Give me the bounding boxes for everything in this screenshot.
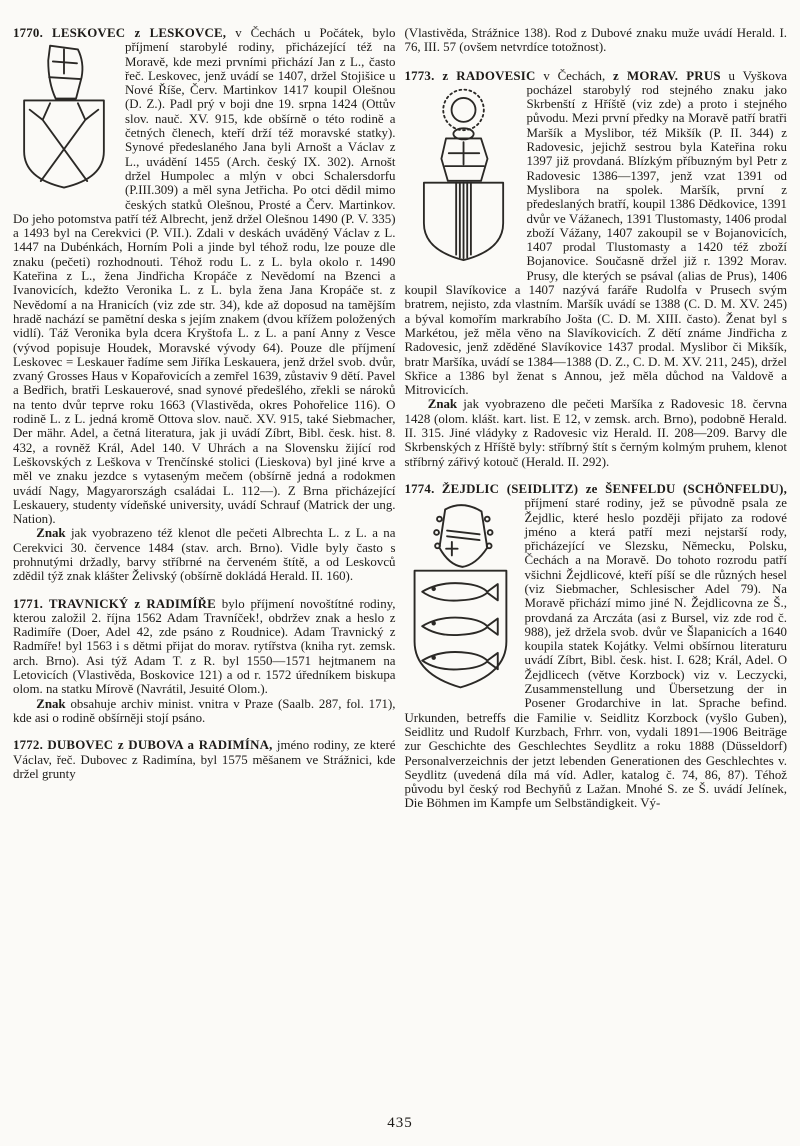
helm-crossed-forks-icon (13, 42, 115, 200)
entry-1770-lead: v Čechách u Počátek, (235, 26, 364, 40)
entry-1770 (13, 26, 396, 584)
entry-1774 (405, 482, 788, 811)
entry-1770-body: bylo příjmení starobylé rodiny, přicházející též na Moravě, kde mezi prvními přichází Jan z L., často řeč. Leskovec, jenž uvádí se 1407, držel Stojišice u Nové Říše, Červ. Martinkov 1417 koupil Olešnou (D. Z.). Padl prý v boji dne 19. srpna 1424 (Ottův slov. nauč. XV. 915, kde obšírně o této rodině a četných členech, kteří drží též moravské statky). Synové předeslaného Jana byli Arnošt a Václav z L., uvádění 1455 (Arch. český IX. 302). Arnošt držel Humpolec a mlýn v obci Schalersdorfu (P.III.309) a měl syna Jetřicha. Po otci dědil mimo českých statků Olešnou, Prosté a Červ. Martinkov. Do jeho potomstva patří též Albrecht, jenž držel Olešnou 1490 (P. V. 335) a 1493 byl na Cerekvici (P. VII.). Zdali v deskách uváděný Václav z L. 1447 na Dubénkách, Horním Poli a jinde byl téhož rodu, lze pouze dle znaku (pečeti) rozhodnouti. Téhož rodu L. z L. byla okolo r. 1490 Kateřina z L., žena Jindřicha Kropáče z Nevědomí na Bzenci a Ivanovicích, kdežto Veronika L. z L. byla žena Jana Kropáče st. z Nevědomí a na Hranicích (viz zde str. 34), kde až doposud na tamějším hradě nachází se pamětní deska s jejím znakem (dvou křížem položených vidlí). Táž Veronika byla dcera Kryštofa L. z L. a paní Anny z Vesce (vývod popisuje Houdek, Moravské vývody 64). Pouze dle příjmení Leskovec = Leskauer řadíme sem Jiříka Leskauera, jenž držel svob. dvůr, zvaný Grosses Haus v Kopařovicích a zemřel 1639, zůstaviv 9 dětí. Pavel a Bedřich, bratři Leskauerové, snad synové předešlého, zřekli se nároků na tento dvůr teprve roku 1663 (Vlastivěda, okres Pohořelice 116). O rodině L. z L. jedná kromě Ottova slov. nauč. XV. 915, také Siebmacher, Der mähr. Adel, a četná literatura, jak ji uvádí Zíbrt, Bibl. česk. hist. 8. 432, a rovněž Král, Adel 140. V Uhrách a na Slovensku žijící rod Leškovských z Leškova v Trenčínské stolici (Lieskova) byl jiné krve a měl ve znaku jezdce s vytaseným mečem (obšírně jedná a rodokmen uvádí Nagy, Magyarországh családai L. 112—). Z Brna přicházející Leskauery, studenty vídeňské university, uvádí Schrauf (Matrick der ung. Nation). (13, 26, 396, 527)
fish-icon (422, 652, 498, 670)
entry-1773-title-mid: v Čechách, (543, 68, 606, 83)
entry-1773-title-part1: z RADOVESIC (442, 68, 536, 83)
entry-1770-znak-text: jak vyobrazeno též klenot dle pečeti Albrechta L. z L. a na Cerekvici 30. července 1484 (stav. arch. Brno). Vidle byly často s prohnutými držadly, barvy stříbrné na červeném štítě, a od Leskovců zdědil týž znak klášter Želivský (obšírně dokládá Herald. II. 160). (13, 526, 396, 584)
entry-1773-paragraph (405, 69, 788, 398)
entry-1772-number: 1772. (13, 738, 44, 753)
helm-three-fish-shield-icon (405, 498, 515, 699)
entry-1770-number: 1770. (13, 26, 44, 40)
entry-1772-title: DUBOVEC z DUBOVA a RADIMÍNA, (47, 738, 273, 753)
entry-1774-paragraph (405, 482, 788, 811)
fish-icon (422, 618, 498, 636)
right-column (405, 26, 788, 811)
entry-1773-number: 1773. (404, 68, 435, 83)
left-column (13, 26, 396, 811)
entry-1771 (13, 597, 396, 726)
two-column-layout (13, 26, 787, 811)
fish-icon (422, 583, 498, 601)
entry-1771-znak-label: Znak (36, 696, 66, 711)
entry-1770-znak-paragraph (13, 526, 396, 583)
leskovec-coat-of-arms-image (13, 42, 115, 202)
page-number: 435 (387, 1115, 413, 1131)
entry-1773-title-part2: z MORAV. PRUS (613, 68, 721, 83)
entry-1772-paragraph (13, 738, 396, 781)
entry-1773-znak-text: jak vyobrazeno dle pečeti Maršíka z Radovesic 18. června 1428 (olom. klášt. kart. list. E 12, v zemsk. arch. Brno), podobně Herald. II. 315. Jiné vládyky z Radovesic viz Herald. II. 208—209. Barvy dle Skrbenských z Hříště byly: stříbrný štít s černým kolmým pruhem, klenot stříbrný zářivý kotouč (Herald. II. 292). (404, 397, 787, 469)
entry-1774-title: ŽEJDLIC (SEIDLITZ) ze ŠENFELDU (SCHÖNFELDU), (441, 481, 787, 496)
entry-1772-body: jméno rodiny, ze které Václav, řeč. Dubovec z Radimína, byl 1575 měšanem ve Strážnici, kde držel grunty (13, 738, 396, 781)
entry-1770-paragraph (13, 26, 396, 526)
entry-1771-number: 1771. (13, 596, 44, 611)
entry-1772-continuation: (Vlastivěda, Strážnice 138). Rod z Dubové znaku muže uvádí Herald. I. 76, III. 57 (ovšem netvrdíce totožnost). (404, 26, 787, 55)
entry-1771-body: bylo příjmení novoštítné rodiny, kterou založil 2. října 1562 Adam Travníček!, obdržev znak a heslo z Radimíře (Doer, Adel 42, zde psáno z Roudnice). Adam Travnický z Radmíře! byl 1563 i s dětmi přijat do morav. rytířstva (kniha ryt. zemsk. arch. Brno). Asi týž Adam T. z R. byl 1550—1571 hejtmanem na Letovicích (Vlastivěda, Boskovice 121) a od r. 1572 úředníkem biskupa olom. na statku Mírově (Navrátil, Jesuité Olom.). (13, 596, 396, 697)
zejdlic-coat-of-arms-image (405, 498, 515, 703)
entry-1773-znak-paragraph (405, 397, 788, 468)
entry-1771-title: TRAVNICKÝ z RADIMÍŘE (48, 596, 216, 611)
entry-1774-number: 1774. (404, 481, 435, 496)
entry-1771-znak-text: obsahuje archiv minist. vnitra v Praze (Saalb. 287, fol. 171), kde asi o rodině obšírněji stojí psáno. (13, 696, 396, 725)
entry-1773-znak-label: Znak (427, 397, 458, 412)
entry-1772 (13, 738, 396, 781)
entry-1774-body: příjmení staré rodiny, jež se původně psala ze Žejdlic, které heslo později přijato za rodové jméno a která patří mezi nejstarší rody, přicházející ve Slezsku, Německu, Polsku, Čechách a na Moravě. Do tohoto rozrodu patří všichni Žejdlicové, kteří píší se dle různých hesel (viz Siebmacher, Schlesischer Adel 79). Na Moravě přichází mimo jiné N. Žejdlicovna ze Š., provdaná za Arczáta (asi z Bursel, viz zde rod č. 988), jež držela svob. dvůr ve Šlapanicích a 1640 koupila statek Kojátky. Velmi obšírnou literaturu uvádí Zíbrt, Bibl. česk. hist. I. 628; Král, Adel. O Žejdlicech (větve Korzbock) viz v. Leczycki, Zusammenstellung und Übersetzung der in Posener Grodarchive in lat. Sprache befind. Urkunden, betreffs die Familie v. Seidlitz Korzbock (vyšlo Guben), Seidlitz und Rudolf Kurzbach, Frhrr. von, vydali 1891—1906 Beiträge zur Geschichte des Geschlechtes Seydlitz a roku 1888 (Düsseldorf) Personalverzeichnis der jetzt lebenden Generationen des Geschlechtes v. Seydlitz (uvedená díla má víd. Adler, katalog č. 74, 86, 87). Téhož původu byl český rod Bechyňů z Lažan. Mnohé S. ze Š. uvádí Jelínek, Die Böhmen im Kampfe um Selbständigkeit. Vý- (404, 496, 787, 811)
entry-1770-znak-label: Znak (36, 526, 66, 541)
entry-1773 (405, 69, 788, 469)
entry-1771-znak-paragraph (13, 697, 396, 726)
entry-1770-title: LESKOVEC z LESKOVCE, (52, 26, 227, 40)
entry-1771-paragraph (13, 597, 396, 697)
sun-crest-helm-pale-shield-icon (411, 85, 517, 269)
radovesic-coat-of-arms-image (411, 85, 517, 281)
entry-1773-body: u Vyškova pocházel starobylý rod stejného znaku jako Skrbenští z Hříště (viz zde) a proto i stejného původu. Mezi první předky na Moravě patří bratři Maršík a Myslibor, též Mikšík (P. II. 344) z Radovesic, jejichž sestrou byla Kateřina roku 1397 již provdaná. Blízkým příbuzným byl Petr z Radovesic 1386—1397, jenž vzat 1391 od Myslibora na spolek. Maršík, první z předeslaných bratří, koupil 1386 Dědkovice, 1391 dvůr ve Vážanech, 1391 Tlustomasty, 1406 prodal zboží Vážany, 1407 zakoupil se v Bojanovicích, 1407 prodal Tlustomasty a 1420 též zboží Bojanovice. Současně držel již r. 1392 Morav. Prusy, dle kterých se psával (alias de Prus), 1406 koupil Slavíkovice a 1407 nazývá faráře Rudolfa v Prusech svým bratrem, nejisto, zda vlastním. Maršík uvádí se 1388 (C. D. M. XV. 245) a býval komořím markrabího Jošta (C. D. M. XIII. často). Ženat byl s Markétou, jež měla věno na Slavíkovicích. Z dětí známe Jindřicha z Radovesic, jenž zděděné Slavíkovice 1437 prodal. Myslibor či Mikšík, bratr Maršíka, uvádí se 1384—1388 (D. Z., C. D. M. XV. 211, 245), držel Skřice a 1386 byl ženat s Annou, jež měla důchod na Valdově a Mitrovicích. (404, 68, 787, 398)
